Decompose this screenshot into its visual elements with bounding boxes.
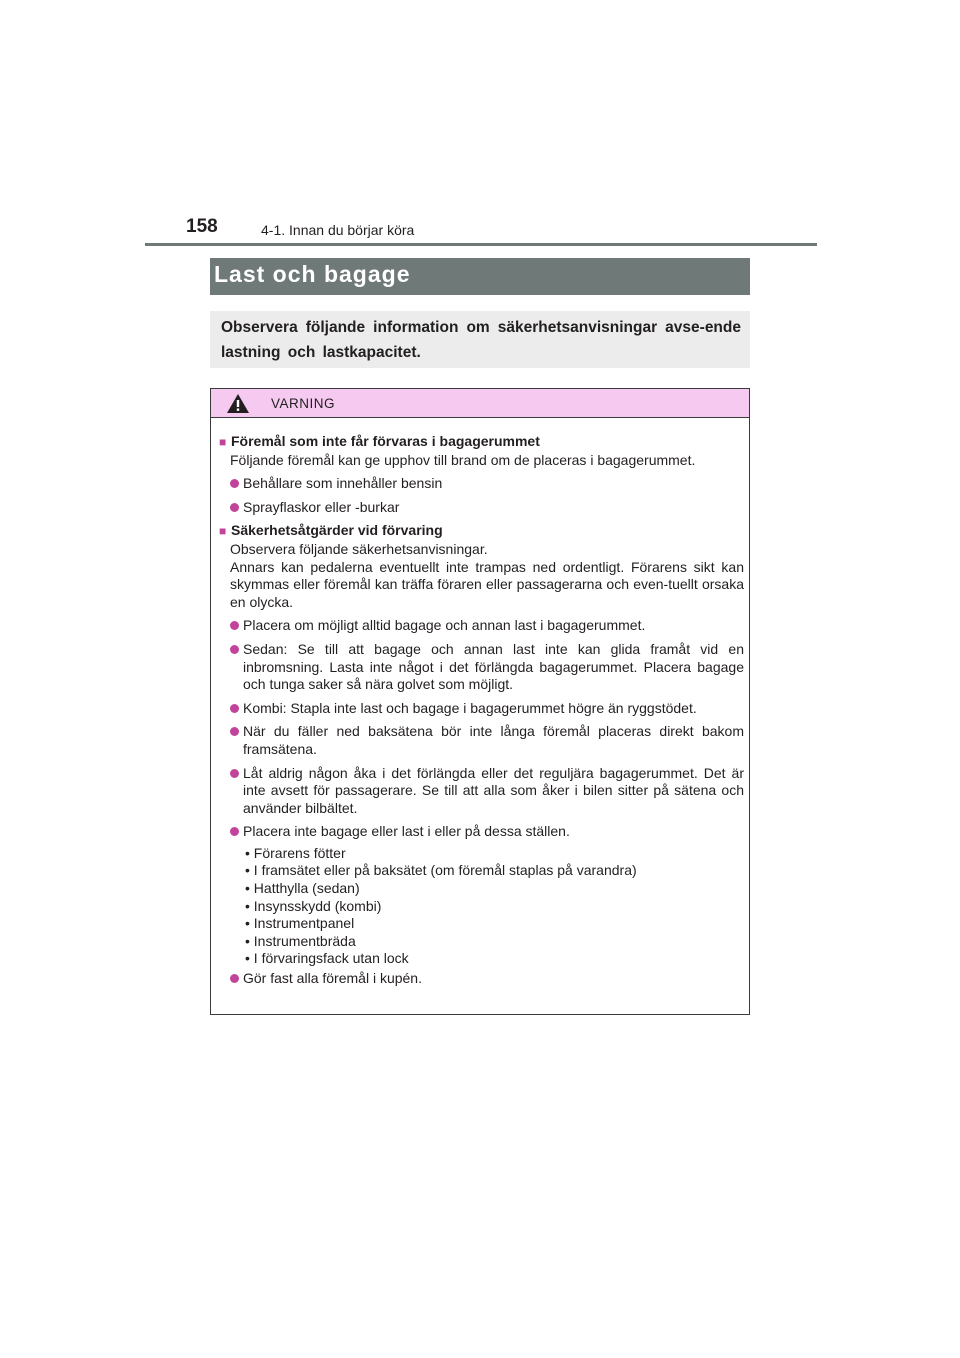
- sub-list-item: • I framsätet eller på baksätet (om föremål staplas på varandra): [245, 862, 637, 879]
- bullet-dot-icon: [230, 479, 239, 488]
- bullet-dot-icon: [230, 769, 239, 778]
- warning-box: [210, 388, 750, 1015]
- bullet-dot-icon: [230, 827, 239, 836]
- sub-list-item: • Förarens fötter: [245, 844, 346, 861]
- warning-content: [219, 430, 744, 988]
- sub-list-item: • Insynsskydd (kombi): [245, 897, 382, 914]
- warning-label: VARNING: [271, 396, 336, 411]
- paragraph: Annars kan pedalerna eventuellt inte trampas ned ordentligt. Förarens sikt kan skymmas eller föremål kan träffa föraren eller passagerarna och even-tuellt orsaka en olycka.: [230, 558, 744, 610]
- square-bullet-icon: ■: [219, 435, 227, 449]
- bullet-dot-icon: [230, 727, 239, 736]
- list-item: Placera om möjligt alltid bagage och annan last i bagagerummet.: [219, 617, 744, 635]
- list-item: Gör fast alla föremål i kupén.: [219, 970, 744, 988]
- square-bullet-icon: ■: [219, 524, 227, 539]
- list-item: Sprayflaskor eller -burkar: [219, 499, 744, 517]
- title-bar: [210, 258, 750, 295]
- page-number: 158: [186, 216, 218, 237]
- section-heading: ■ Föremål som inte får förvaras i bagagerummet: [219, 433, 744, 452]
- sub-list-item: • Instrumentbräda: [245, 932, 356, 949]
- list-item: Sedan: Se till att bagage och annan last inte kan glida framåt vid en inbromsning. Lasta inte något i det förlängda bagagerummet. Placera bagage och tunga saker så nära golvet som möjligt.: [219, 641, 744, 694]
- bullet-dot-icon: [230, 621, 239, 630]
- sub-list-item: • Instrumentpanel: [245, 915, 355, 932]
- list-item: Låt aldrig någon åka i det förlängda eller det reguljära bagagerummet. Det är inte avsett för passagerare. Se till att alla som åker i bilen sitter på sätena och använder bilbältet.: [219, 765, 744, 818]
- list-item: Kombi: Stapla inte last och bagage i bagagerummet högre än ryggstödet.: [219, 700, 744, 718]
- section-heading: ■ Säkerhetsåtgärder vid förvaring: [219, 522, 744, 541]
- sub-list-item: • I förvaringsfack utan lock: [245, 950, 409, 967]
- intro-text: Observera följande information om säkerhetsanvisningar avse-ende lastning och lastkapacitet.: [221, 319, 741, 361]
- paragraph: Följande föremål kan ge upphov till brand om de placeras i bagagerummet.: [230, 451, 696, 468]
- bullet-dot-icon: [230, 503, 239, 512]
- list-item: När du fäller ned baksätena bör inte långa föremål placeras direkt bakom framsätena.: [219, 723, 744, 758]
- paragraph: Observera följande säkerhetsanvisningar.: [230, 540, 488, 557]
- warning-header: [211, 389, 749, 418]
- list-item: Behållare som innehåller bensin: [219, 475, 744, 493]
- page-title: Last och bagage: [214, 261, 411, 287]
- warning-triangle-icon: [227, 394, 249, 413]
- list-item: Placera inte bagage eller last i eller på dessa ställen.: [219, 823, 744, 841]
- bullet-dot-icon: [230, 974, 239, 983]
- sub-list: [219, 845, 744, 968]
- bullet-dot-icon: [230, 645, 239, 654]
- bullet-dot-icon: [230, 704, 239, 713]
- sub-list-item: • Hatthylla (sedan): [245, 880, 360, 897]
- section-label: 4-1. Innan du börjar köra: [261, 222, 415, 238]
- header-rule: [145, 243, 817, 246]
- intro-box: [210, 311, 750, 368]
